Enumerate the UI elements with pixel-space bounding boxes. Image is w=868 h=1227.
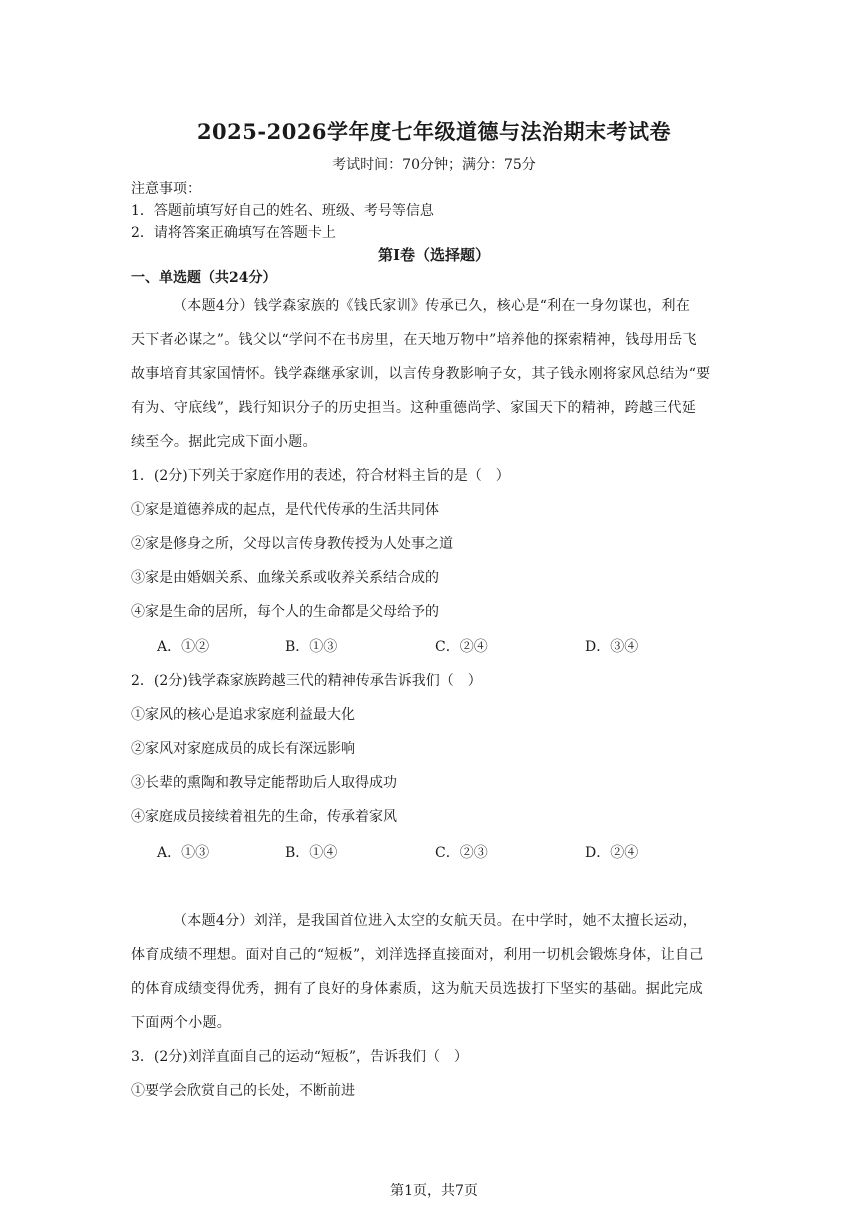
section-title: 一、单选题（共24分） xyxy=(131,270,277,286)
exam-title: 2025-2026学年度七年级道德与法治期末考试卷 xyxy=(196,119,672,144)
question-2-option-a[interactable]: A．①③ xyxy=(157,845,210,861)
question-1-option-b[interactable]: B．①③ xyxy=(285,639,338,655)
question-3-item: ①要学会欣赏自己的长处，不断前进 xyxy=(131,1083,355,1099)
question-2-option-b[interactable]: B．①④ xyxy=(285,845,338,861)
material-1-line: 故事培育其家国情怀。钱学森继承家训，以言传身教影响子女，其子钱永刚将家风总结为“要 xyxy=(131,366,711,382)
question-1-stem: 1．(2分)下列关于家庭作用的表述，符合材料主旨的是（ ） xyxy=(131,468,510,484)
material-2-line: 体育成绩不理想。面对自己的“短板”，刘洋选择直接面对，利用一切机会锻炼身体，让自己 xyxy=(131,947,704,963)
material-2-line: 的体育成绩变得优秀，拥有了良好的身体素质，这为航天员选拔打下坚实的基础。据此完成 xyxy=(131,981,703,997)
question-2-option-d[interactable]: D．②④ xyxy=(585,845,639,861)
question-2-item: ④家庭成员接续着祖先的生命，传承着家风 xyxy=(131,809,397,825)
material-1-line: 续至今。据此完成下面小题。 xyxy=(131,434,317,450)
material-2-line: （本题4分）刘洋，是我国首位进入太空的女航天员。在中学时，她不太擅长运动， xyxy=(173,913,698,929)
question-1-item: ④家是生命的居所，每个人的生命都是父母给予的 xyxy=(131,604,439,620)
question-2-stem: 2．(2分)钱学森家族跨越三代的精神传承告诉我们（ ） xyxy=(131,673,482,689)
question-2-item: ②家风对家庭成员的成长有深远影响 xyxy=(131,741,355,757)
material-1-line: 天下者必谋之”。钱父以“学问不在书房里，在天地万物中”培养他的探索精神，钱母用岳飞 xyxy=(131,332,697,348)
material-2-line: 下面两个小题。 xyxy=(131,1015,232,1031)
page-number: 第1页，共7页 xyxy=(390,1183,478,1199)
question-2-item: ①家风的核心是追求家庭利益最大化 xyxy=(131,707,355,723)
material-1 xyxy=(131,289,741,459)
note-item-1: 1．答题前填写好自己的姓名、班级、考号等信息 xyxy=(131,203,434,219)
note-item-2: 2．请将答案正确填写在答题卡上 xyxy=(131,225,336,241)
question-1-item: ③家是由婚姻关系、血缘关系或收养关系结合成的 xyxy=(131,570,439,586)
question-1-option-c[interactable]: C．②④ xyxy=(435,639,488,655)
material-1-line: 有为、守底线”，践行知识分子的历史担当。这种重德尚学、家国天下的精神，跨越三代延 xyxy=(131,400,697,416)
question-2-option-c[interactable]: C．②③ xyxy=(435,845,488,861)
question-3-stem: 3．(2分)刘洋直面自己的运动“短板”，告诉我们（ ） xyxy=(131,1049,469,1065)
question-1-item: ②家是修身之所，父母以言传身教传授为人处事之道 xyxy=(131,536,453,552)
question-1-item: ①家是道德养成的起点，是代代传承的生活共同体 xyxy=(131,502,439,518)
notes-heading: 注意事项： xyxy=(131,181,201,197)
question-2-item: ③长辈的熏陶和教导定能帮助后人取得成功 xyxy=(131,775,397,791)
question-1-option-a[interactable]: A．①② xyxy=(157,639,210,655)
part-title: 第I卷（选择题） xyxy=(377,246,491,264)
question-1-option-d[interactable]: D．③④ xyxy=(585,639,639,655)
material-2 xyxy=(131,904,741,1040)
exam-subtitle: 考试时间：70分钟；满分：75分 xyxy=(332,157,536,173)
material-1-line: （本题4分）钱学森家族的《钱氏家训》传承已久，核心是“利在一身勿谋也，利在 xyxy=(173,298,691,314)
